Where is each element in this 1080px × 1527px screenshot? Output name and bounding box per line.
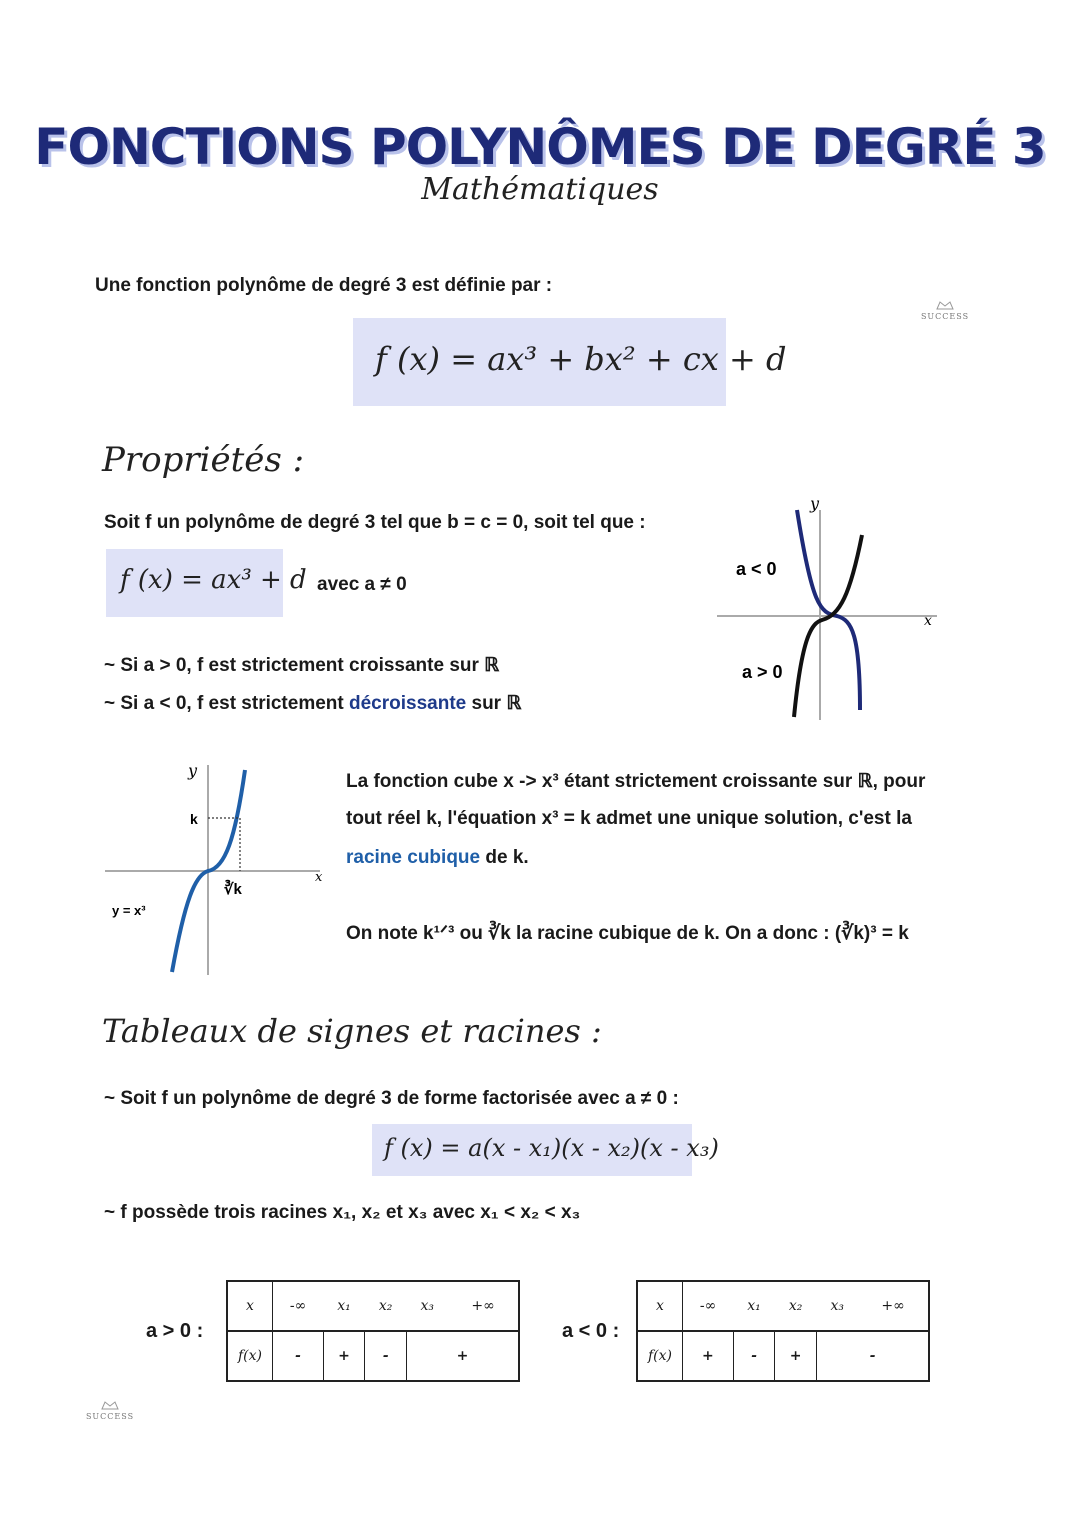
proprietes-condition: Soit f un polynôme de degré 3 tel que b = c = 0, soit tel que : <box>104 512 646 533</box>
sign-cell: - <box>869 1348 876 1364</box>
axis-x-label: x <box>924 613 932 629</box>
table-neg-label: a < 0 : <box>562 1320 620 1342</box>
factor-formula: f (x) = a(x - x₁)(x - x₂)(x - x₃) <box>384 1134 719 1162</box>
k-label: k <box>190 811 198 827</box>
sign-cell: - <box>365 1331 407 1381</box>
avec-condition: avec a ≠ 0 <box>317 574 407 595</box>
label-a-positive: a > 0 <box>742 662 783 682</box>
keyword-racine-cubique: racine cubique <box>346 847 481 868</box>
graph-sign-of-a <box>712 495 952 725</box>
cell-minus-inf: -∞ <box>273 1281 324 1331</box>
intro-text: Une fonction polynôme de degré 3 est définie par : <box>95 275 553 296</box>
sign-cell: + <box>323 1331 365 1381</box>
success-logo-top <box>905 300 985 321</box>
main-formula-box <box>353 318 787 406</box>
cube-formula: f (x) = ax³ + d <box>120 565 307 595</box>
label-a-negative: a < 0 <box>736 559 777 579</box>
header-x: x <box>227 1281 273 1331</box>
cell-x1: x₁ <box>323 1281 365 1331</box>
page-title: FONCTIONS POLYNÔMES DE DEGRÉ 3 <box>34 118 1046 176</box>
logo-text: SUCCESS <box>920 312 970 321</box>
tableaux-line1: ~ Soit f un polynôme de degré 3 de forme factorisée avec a ≠ 0 : <box>104 1088 679 1109</box>
cell-x2: x₂ <box>775 1281 817 1331</box>
logo-text: SUCCESS <box>85 1412 135 1421</box>
crown-icon <box>935 300 955 310</box>
sign-cell: + <box>456 1348 469 1364</box>
success-logo-bottom <box>70 1400 150 1421</box>
cell-plus-inf: +∞ <box>448 1281 519 1331</box>
keyword-decroissante: décroissante <box>349 693 467 714</box>
axis-y-label: y <box>810 495 820 513</box>
cube-text-line2: tout réel k, l'équation x³ = k admet une unique solution, c'est la <box>346 808 912 829</box>
header-x: x <box>637 1281 683 1331</box>
sign-table-a-positive <box>226 1280 520 1382</box>
cell-x2: x₂ <box>365 1281 407 1331</box>
root-label: ∛k <box>224 881 242 898</box>
sign-table-a-negative <box>636 1280 930 1382</box>
curve-a-negative <box>797 510 860 710</box>
header-fx: f(x) <box>227 1331 273 1381</box>
cell-plus-inf: +∞ <box>858 1281 929 1331</box>
tableaux-line2: ~ f possède trois racines x₁, x₂ et x₃ avec x₁ < x₂ < x₃ <box>104 1202 581 1223</box>
cell-x1: x₁ <box>733 1281 775 1331</box>
axis-x-label: x <box>315 870 323 885</box>
bullet-croissante: ~ Si a > 0, f est strictement croissante sur ℝ <box>104 655 500 676</box>
cell-x3: x₃ <box>816 1281 858 1331</box>
cube-text-line4: On note k¹ᐟ³ ou ∛k la racine cubique de k. On a donc : (∛k)³ = k <box>346 923 909 944</box>
equation-label: y = x³ <box>112 903 146 918</box>
cube-text-line3: racine cubique de k. <box>346 847 529 868</box>
sign-cell: + <box>683 1331 734 1381</box>
bullet-decroissante: ~ Si a < 0, f est strictement décroissante sur ℝ <box>104 693 522 714</box>
sign-cell: + <box>775 1331 817 1381</box>
cube-text-line1: La fonction cube x -> x³ étant strictement croissante sur ℝ, pour <box>346 771 926 792</box>
tableaux-heading: Tableaux de signes et racines : <box>102 1012 602 1050</box>
header-fx: f(x) <box>637 1331 683 1381</box>
sign-cell: - <box>733 1331 775 1381</box>
page-subtitle: Mathématiques <box>421 172 659 207</box>
axis-y-label: y <box>188 761 198 780</box>
sign-cell: - <box>273 1331 324 1381</box>
proprietes-heading: Propriétés : <box>102 440 305 480</box>
cell-x3: x₃ <box>406 1281 448 1331</box>
cube-formula-box <box>106 549 307 617</box>
main-formula: f (x) = ax³ + bx² + cx + d <box>375 340 787 378</box>
crown-icon <box>100 1400 120 1410</box>
factor-formula-box <box>372 1124 719 1176</box>
table-pos-label: a > 0 : <box>146 1320 204 1342</box>
graph-cube-function <box>100 760 340 985</box>
cell-minus-inf: -∞ <box>683 1281 734 1331</box>
